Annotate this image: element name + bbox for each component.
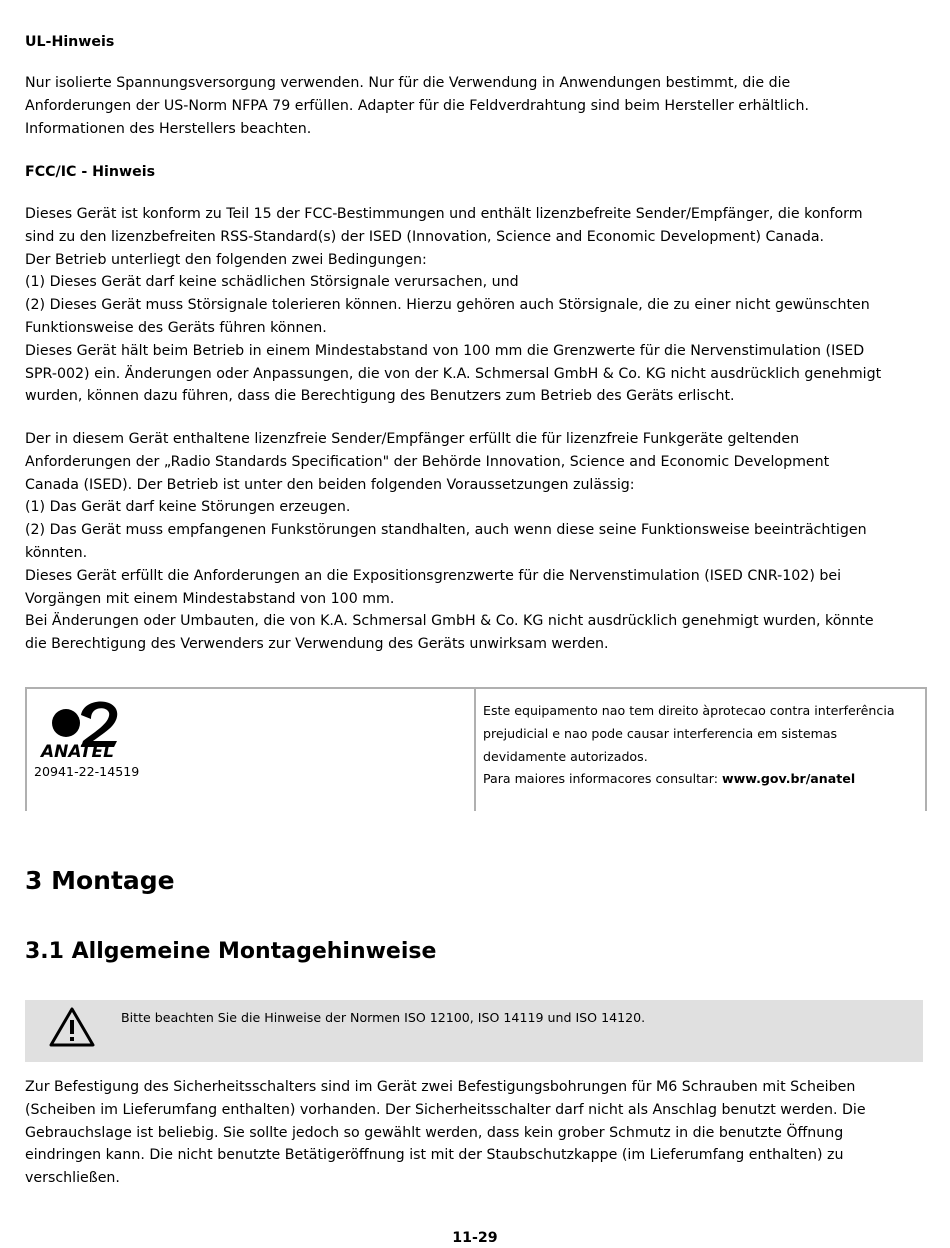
warning-triangle-icon <box>49 1007 95 1047</box>
warning-text: Bitte beachten Sie die Hinweise der Normen ISO 12100, ISO 14119 und ISO 14120. <box>121 1010 646 1025</box>
svg-text:ANATEL: ANATEL <box>41 742 114 757</box>
fcc-heading: FCC/IC - Hinweis <box>25 164 156 180</box>
ised-paragraph <box>25 428 925 656</box>
text-line: Canada (ISED). Der Betrieb ist unter den beiden folgenden Voraussetzungen zulässig: <box>25 476 635 493</box>
text-line: sind zu den lizenzbefreiten RSS-Standard(s) der ISED (Innovation, Science and Economic Development) Canada. <box>25 228 825 245</box>
anatel-logo-cell <box>27 689 476 811</box>
text-line: verschließen. <box>25 1170 120 1187</box>
anatel-text-line: Este equipamento nao tem direito àprotecao contra interferência <box>483 703 895 718</box>
text-line: könnten. <box>25 544 88 561</box>
subsection-title: 3.1 Allgemeine Montagehinweise <box>25 939 437 964</box>
anatel-contact-link[interactable]: www.gov.br/anatel <box>721 771 856 787</box>
anatel-text-line: prejudicial e nao pode causar interferencia em sistemas <box>483 725 838 741</box>
text-line: Funktionsweise des Geräts führen können. <box>25 319 327 336</box>
ul-heading: UL-Hinweis <box>25 34 115 50</box>
text-line: die Berechtigung des Verwenders zur Verwendung des Geräts unwirksam werden. <box>25 636 609 653</box>
text-line: Zur Befestigung des Sicherheitsschalters sind im Gerät zwei Befestigungsbohrungen für M6 Schrauben mit Scheiben <box>25 1079 856 1095</box>
text-line: Nur isolierte Spannungsversorgung verwenden. Nur für die Verwendung in Anwendungen bestimmt, die die <box>25 75 791 91</box>
text-line: Informationen des Herstellers beachten. <box>25 120 312 137</box>
text-line: Bei Änderungen oder Umbauten, die von K.A. Schmersal GmbH & Co. KG nicht ausdrücklich genehmigt wurden, könnte <box>25 613 874 630</box>
text-line: (1) Das Gerät darf keine Störungen erzeugen. <box>25 499 351 516</box>
text-line: (2) Das Gerät muss empfangenen Funkstörungen standhalten, auch wenn diese seine Funktionsweise beeinträchtigen <box>25 522 867 539</box>
text-line: Anforderungen der US-Norm NFPA 79 erfüllen. Adapter für die Feldverdrahtung sind beim Hersteller erhältlich. <box>25 97 809 114</box>
warning-box <box>25 1000 923 1062</box>
text-line: (2) Dieses Gerät muss Störsignale tolerieren können. Hierzu gehören auch Störsignale, die zu einer nicht gewünschten <box>25 297 870 314</box>
text-line: Der in diesem Gerät enthaltene lizenzfreie Sender/Empfänger erfüllt die für lizenzfreie Funkgeräte geltenden <box>25 431 800 447</box>
anatel-contact-prefix: Para maiores informacores consultar: <box>483 771 722 787</box>
fcc-paragraph <box>25 203 925 408</box>
mounting-paragraph <box>25 1076 925 1190</box>
ul-paragraph <box>25 72 925 140</box>
page-number: 11-29 <box>452 1230 498 1246</box>
anatel-logo-icon <box>37 697 127 757</box>
text-line: Vorgängen mit einem Mindestabstand von 100 mm. <box>25 590 395 607</box>
anatel-text-line: devidamente autorizados. <box>483 748 648 764</box>
text-line: Der Betrieb unterliegt den folgenden zwei Bedingungen: <box>25 251 427 268</box>
text-line: Dieses Gerät ist konform zu Teil 15 der FCC-Bestimmungen und enthält lizenzbefreite Sender/Empfänger, die konform <box>25 206 863 222</box>
text-line: wurden, können dazu führen, dass die Berechtigung des Benutzers zum Betrieb des Geräts erlischt. <box>25 388 735 405</box>
text-line: (Scheiben im Lieferumfang enthalten) vorhanden. Der Sicherheitsschalter darf nicht als Anschlag benutzt werden. Die <box>25 1101 866 1118</box>
section-title: 3 Montage <box>25 866 175 895</box>
anatel-table <box>25 687 927 811</box>
anatel-contact-line <box>483 768 925 791</box>
text-line: Dieses Gerät hält beim Betrieb in einem Mindestabstand von 100 mm die Grenzwerte für die Nervenstimulation (ISED <box>25 342 865 359</box>
text-line: Dieses Gerät erfüllt die Anforderungen an die Expositionsgrenzwerte für die Nervenstimulation (ISED CNR-102) bei <box>25 567 842 584</box>
text-line: Anforderungen der „Radio Standards Specification" der Behörde Innovation, Science and Economic Development <box>25 453 830 470</box>
text-line: SPR-002) ein. Änderungen oder Anpassungen, die von der K.A. Schmersal GmbH & Co. KG nicht ausdrücklich genehmigt <box>25 365 882 382</box>
anatel-text-cell <box>476 689 925 811</box>
anatel-certificate-id: 20941-22-14519 <box>34 764 140 779</box>
text-line: (1) Dieses Gerät darf keine schädlichen Störsignale verursachen, und <box>25 274 519 291</box>
text-line: eindringen kann. Die nicht benutzte Betätigeröffnung ist mit der Staubschutzkappe (im Lieferumfang enthalten) zu <box>25 1147 844 1164</box>
text-line: Gebrauchslage ist beliebig. Sie sollte jedoch so gewählt werden, dass kein grober Schmutz in die benutzte Öffnung <box>25 1124 844 1141</box>
